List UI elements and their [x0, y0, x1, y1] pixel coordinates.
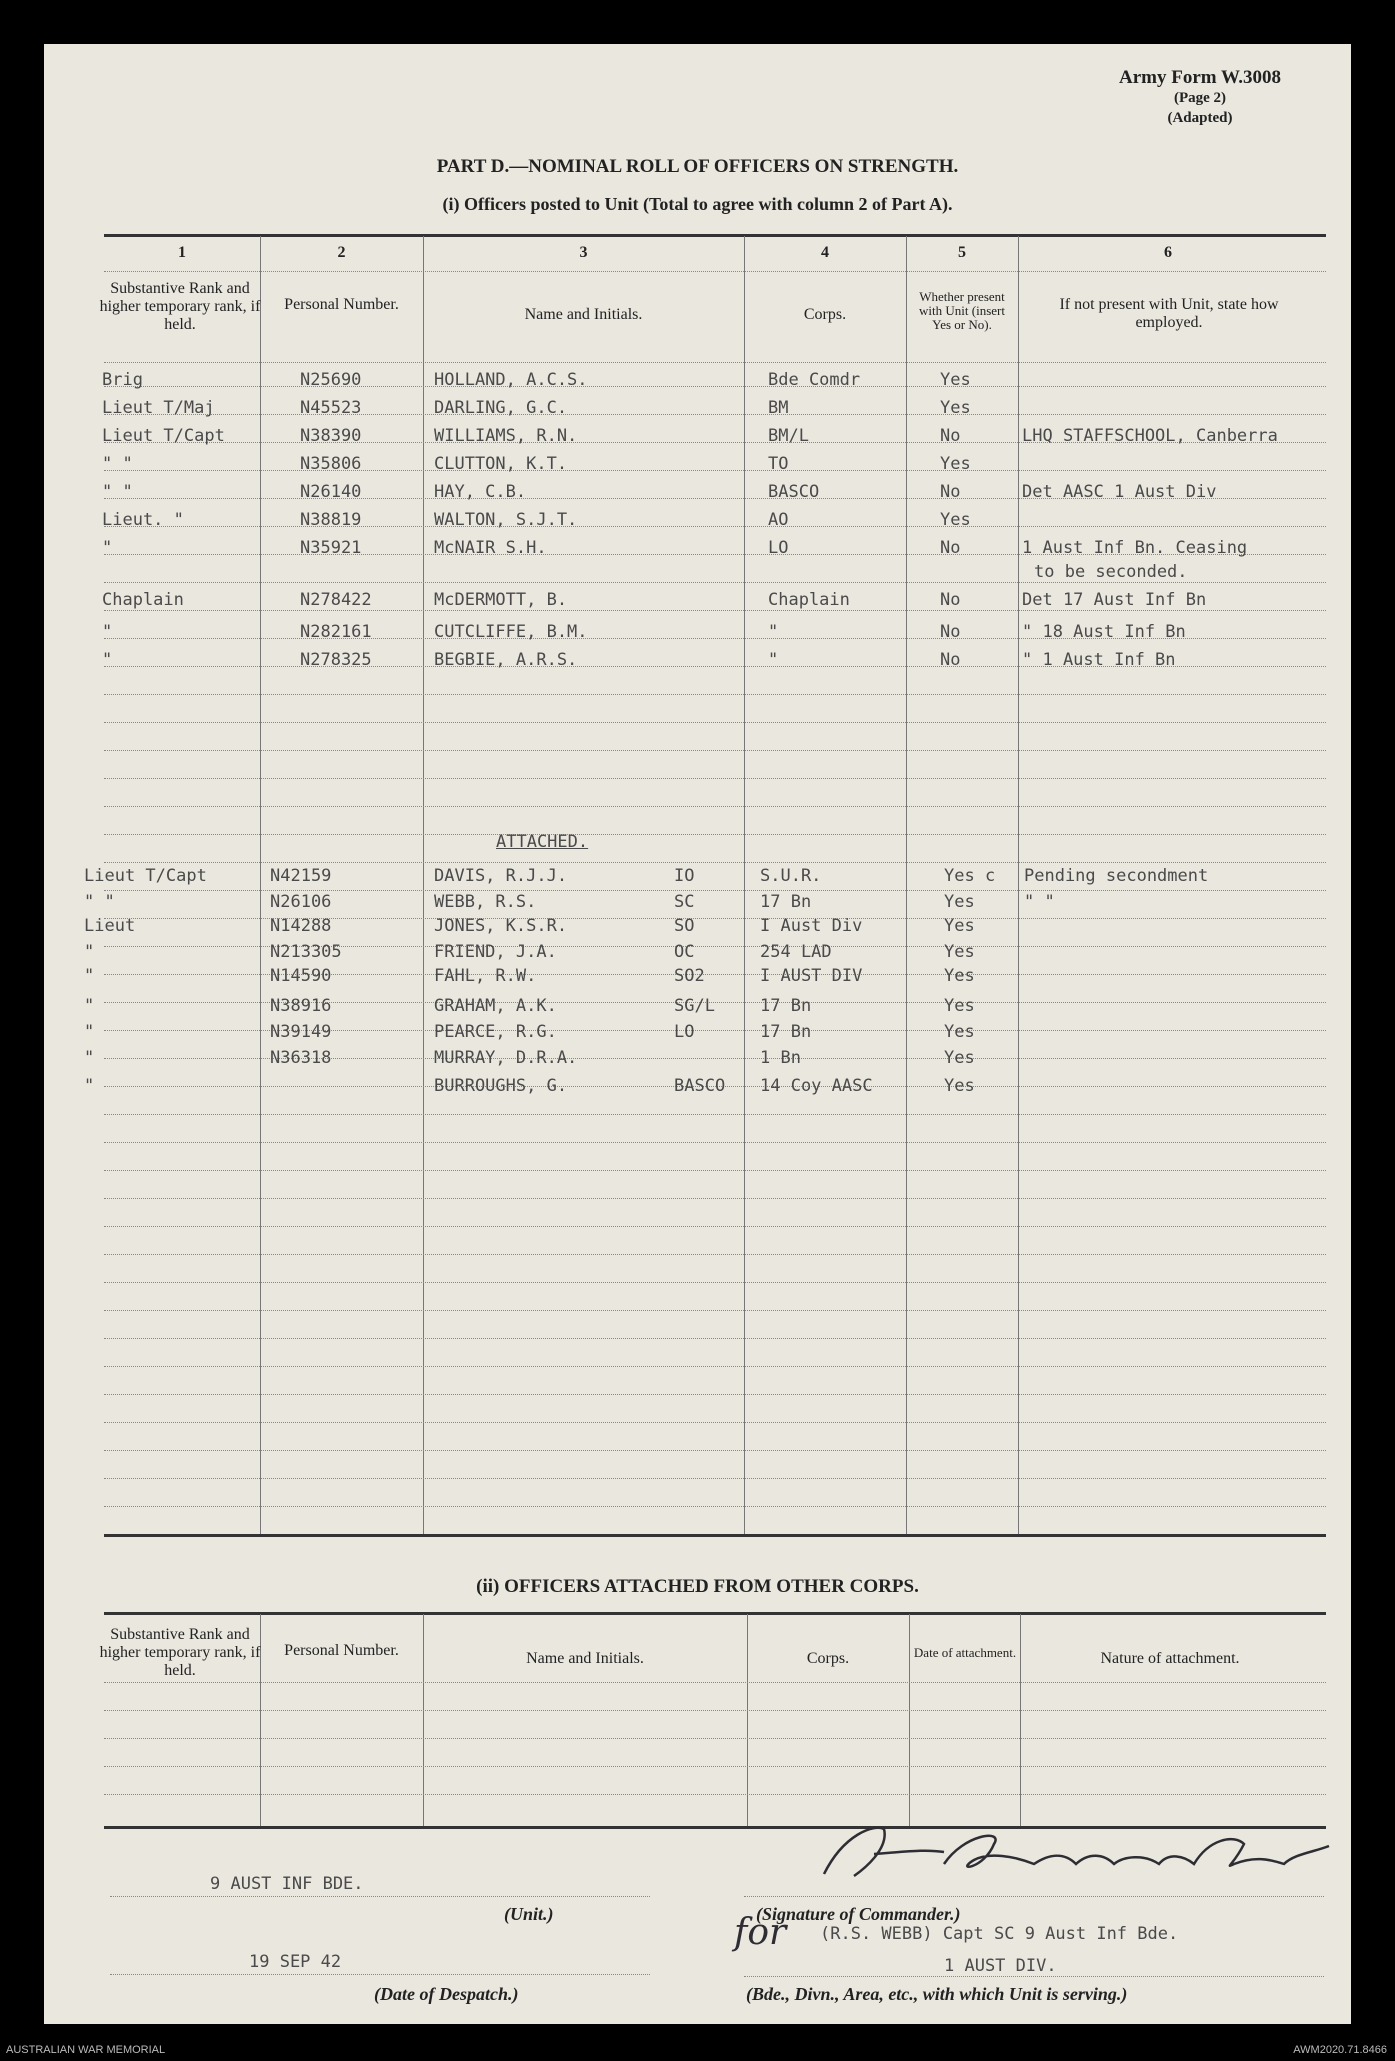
officer-present: No	[940, 622, 961, 642]
attached-corps: I Aust Div	[760, 916, 863, 936]
row-rule	[104, 722, 1326, 723]
row-rule	[104, 582, 1326, 583]
officer-rank: Chaplain	[102, 590, 184, 610]
attached-rank: Lieut	[84, 916, 136, 936]
officer-present: No	[940, 650, 961, 670]
ii-header-name: Name and Initials.	[526, 1650, 644, 1667]
row-rule	[104, 1478, 1326, 1479]
attached-name: PEARCE, R.G.	[434, 1022, 557, 1042]
attached-employment: " "	[1024, 892, 1055, 912]
officer-name: HOLLAND, A.C.S.	[434, 370, 588, 390]
officer-corps: LO	[768, 538, 789, 558]
officer-corps: Chaplain	[768, 590, 850, 610]
officer-corps: "	[768, 650, 779, 670]
row-rule	[104, 1338, 1326, 1339]
header-present: Whether present with Unit (insert Yes or No).	[919, 289, 1005, 332]
officer-corps: "	[768, 622, 779, 642]
col-divider-3	[744, 236, 745, 1534]
attached-name: DAVIS, R.J.J.	[434, 866, 568, 886]
officer-employment: Det AASC 1 Aust Div	[1022, 482, 1217, 502]
officer-name: DARLING, G.C.	[434, 398, 568, 418]
header-personal-number: Personal Number.	[284, 296, 399, 313]
for-signature: for	[734, 1912, 787, 1953]
officer-present: No	[940, 590, 961, 610]
ii-header-corps: Corps.	[806, 1650, 850, 1667]
attached-present: Yes	[944, 1022, 975, 1042]
officer-present: No	[940, 482, 961, 502]
officer-personal-number: N35806	[300, 454, 362, 474]
officer-personal-number: N26140	[300, 482, 362, 502]
attached-employment: Pending secondment	[1024, 866, 1209, 886]
attached-rank: "	[84, 1022, 95, 1042]
row-rule	[104, 1794, 1326, 1795]
col-divider-4	[906, 236, 907, 1534]
attached-rank: "	[84, 1076, 95, 1096]
archive-caption	[0, 2041, 1395, 2061]
attached-corps: 17 Bn	[760, 892, 812, 912]
attached-name: WEBB, R.S.	[434, 892, 537, 912]
officer-personal-number: N38819	[300, 510, 362, 530]
officer-employment: " 1 Aust Inf Bn	[1022, 650, 1176, 670]
attached-name: FRIEND, J.A.	[434, 942, 557, 962]
officer-rank: Lieut T/Maj	[102, 398, 215, 418]
col-divider-1	[260, 236, 261, 1534]
attached-role: SO	[674, 916, 695, 936]
formation-label: (Bde., Divn., Area, etc., with which Unit is serving.)	[746, 1984, 1128, 2004]
ii-header-personal-number: Personal Number.	[284, 1642, 399, 1659]
form-page-label: (Page 2)	[1173, 90, 1227, 106]
ii-header-date: Date of attachment.	[913, 1645, 1017, 1660]
officer-rank: Brig	[102, 370, 143, 390]
form-identifier	[1119, 68, 1281, 128]
row-rule	[104, 1422, 1326, 1423]
col-divider-5	[1018, 236, 1019, 1534]
officer-rank: Lieut T/Capt	[102, 426, 225, 446]
attached-present: Yes	[944, 1076, 975, 1096]
officer-present: No	[940, 426, 961, 446]
officer-name: WILLIAMS, R.N.	[434, 426, 578, 446]
col-number-rule	[104, 271, 1326, 272]
col-number-2: 2	[337, 244, 346, 261]
officer-present: No	[940, 538, 961, 558]
part-ii-title: (ii) OFFICERS ATTACHED FROM OTHER CORPS.	[476, 1576, 919, 1597]
row-rule	[104, 1254, 1326, 1255]
formation-line	[744, 1976, 1324, 1977]
row-rule	[104, 1450, 1326, 1451]
row-rule	[104, 1198, 1326, 1199]
row-rule	[104, 386, 1326, 387]
officer-rank: "	[102, 650, 113, 670]
officer-rank: Lieut. "	[102, 510, 184, 530]
attached-role: OC	[674, 942, 695, 962]
attached-corps: 14 Coy AASC	[760, 1076, 873, 1096]
col-number-6: 6	[1164, 244, 1172, 261]
part-d-title: PART D.—NOMINAL ROLL OF OFFICERS ON STRENGTH.	[436, 156, 959, 177]
attached-personal-number: N26106	[270, 892, 332, 912]
row-rule	[104, 1226, 1326, 1227]
officer-rank: "	[102, 622, 113, 642]
attached-corps: I AUST DIV	[760, 966, 863, 986]
row-rule	[104, 1766, 1326, 1767]
row-rule	[104, 414, 1326, 415]
table-ii-top-rule	[104, 1612, 1326, 1615]
despatch-date-label: (Date of Despatch.)	[374, 1984, 519, 2004]
officer-present: Yes	[940, 510, 971, 530]
attached-role: SO2	[674, 966, 705, 986]
row-rule	[104, 1394, 1326, 1395]
attached-name: JONES, K.S.R.	[434, 916, 568, 936]
col-number-4: 4	[821, 244, 829, 261]
form-note: (Adapted)	[1167, 110, 1233, 126]
form-page	[44, 44, 1351, 2024]
header-rank: Substantive Rank and higher temporary rank, if held.	[99, 280, 261, 333]
attached-corps: 254 LAD	[760, 942, 832, 962]
attached-role: LO	[674, 1022, 695, 1042]
col-number-3: 3	[579, 244, 588, 261]
attached-personal-number: N42159	[270, 866, 332, 886]
attached-role: BASCO	[674, 1076, 726, 1096]
attached-corps: S.U.R.	[760, 866, 822, 886]
row-rule	[104, 806, 1326, 807]
attached-rank: Lieut T/Capt	[84, 866, 207, 886]
attached-rank: "	[84, 1048, 95, 1068]
officer-personal-number: N38390	[300, 426, 362, 446]
attached-corps: 17 Bn	[760, 996, 812, 1016]
officer-name: McDERMOTT, B.	[434, 590, 568, 610]
attached-rank: "	[84, 996, 95, 1016]
row-rule	[104, 750, 1326, 751]
row-rule	[104, 1506, 1326, 1507]
officer-employment-continued: to be seconded.	[1034, 562, 1188, 582]
header-corps: Corps.	[803, 306, 847, 323]
attached-present: Yes	[944, 892, 975, 912]
attached-role: SC	[674, 892, 695, 912]
row-rule	[104, 862, 1326, 863]
officer-corps: BM/L	[768, 426, 809, 446]
officer-name: BEGBIE, A.R.S.	[434, 650, 578, 670]
despatch-date-value: 19 SEP 42	[249, 1952, 342, 1972]
header-name: Name and Initials.	[524, 306, 643, 323]
row-rule	[104, 1114, 1326, 1115]
officer-personal-number: N278325	[300, 650, 372, 670]
col-number-5: 5	[958, 244, 966, 261]
caption-accession: AWM2020.71.8466	[1293, 2044, 1387, 2056]
officer-employment: " 18 Aust Inf Bn	[1022, 622, 1186, 642]
officer-rank: " "	[102, 482, 133, 502]
officer-corps: BASCO	[768, 482, 820, 502]
officer-personal-number: N45523	[300, 398, 362, 418]
officer-rank: "	[102, 538, 113, 558]
row-rule	[104, 526, 1326, 527]
attached-present: Yes	[944, 966, 975, 986]
officer-present: Yes	[940, 454, 971, 474]
header-employed: If not present with Unit, state how employed.	[1059, 296, 1279, 331]
date-line	[110, 1974, 650, 1975]
officer-personal-number: N25690	[300, 370, 362, 390]
ii-header-rank: Substantive Rank and higher temporary rank, if held.	[99, 1626, 261, 1679]
header-bottom-rule	[104, 362, 1326, 363]
officer-corps: Bde Comdr	[768, 370, 861, 390]
col-number-1: 1	[178, 244, 186, 261]
attached-present: Yes c	[944, 866, 996, 886]
row-rule	[104, 834, 1326, 835]
attached-rank: "	[84, 942, 95, 962]
row-rule	[104, 1738, 1326, 1739]
attached-label: ATTACHED.	[496, 832, 589, 852]
col-divider-2	[423, 236, 424, 1534]
row-rule	[104, 1142, 1326, 1143]
officer-rank: " "	[102, 454, 133, 474]
officer-corps: BM	[768, 398, 789, 418]
row-rule	[104, 1682, 1326, 1683]
officer-present: Yes	[940, 398, 971, 418]
ii-header-nature: Nature of attachment.	[1100, 1650, 1240, 1667]
officer-name: HAY, C.B.	[434, 482, 527, 502]
officer-employment: LHQ STAFFSCHOOL, Canberra	[1022, 426, 1278, 446]
table-bottom-rule	[104, 1534, 1326, 1537]
officer-corps: TO	[768, 454, 789, 474]
unit-label: (Unit.)	[504, 1904, 554, 1924]
officer-corps: AO	[768, 510, 789, 530]
attached-personal-number: N39149	[270, 1022, 332, 1042]
signature-label: (Signature of Commander.)	[756, 1904, 961, 1924]
officer-personal-number: N282161	[300, 622, 372, 642]
attached-role: IO	[674, 866, 695, 886]
attached-present: Yes	[944, 996, 975, 1016]
row-rule	[104, 1366, 1326, 1367]
row-rule	[104, 1710, 1326, 1711]
row-rule	[104, 1282, 1326, 1283]
officer-personal-number: N35921	[300, 538, 362, 558]
table-top-rule	[104, 234, 1326, 237]
attached-present: Yes	[944, 1048, 975, 1068]
row-rule	[104, 890, 1326, 891]
attached-present: Yes	[944, 916, 975, 936]
attached-personal-number: N38916	[270, 996, 332, 1016]
row-rule	[104, 778, 1326, 779]
officer-present: Yes	[940, 370, 971, 390]
attached-name: BURROUGHS, G.	[434, 1076, 568, 1096]
attached-corps: 1 Bn	[760, 1048, 801, 1068]
attached-personal-number: N213305	[270, 942, 342, 962]
attached-name: MURRAY, D.R.A.	[434, 1048, 578, 1068]
attached-personal-number: N14590	[270, 966, 332, 986]
commander-name: (R.S. WEBB) Capt SC 9 Aust Inf Bde.	[820, 1924, 1179, 1944]
attached-rank: " "	[84, 892, 115, 912]
row-rule	[104, 610, 1326, 611]
attached-personal-number: N36318	[270, 1048, 332, 1068]
row-rule	[104, 470, 1326, 471]
officer-name: McNAIR S.H.	[434, 538, 547, 558]
row-rule	[104, 1170, 1326, 1171]
row-rule	[104, 1310, 1326, 1311]
caption-source: AUSTRALIAN WAR MEMORIAL	[6, 2044, 166, 2056]
unit-line	[110, 1896, 650, 1897]
attached-name: FAHL, R.W.	[434, 966, 537, 986]
officer-employment: Det 17 Aust Inf Bn	[1022, 590, 1207, 610]
officer-personal-number: N278422	[300, 590, 372, 610]
officer-name: CLUTTON, K.T.	[434, 454, 568, 474]
officer-employment: 1 Aust Inf Bn. Ceasing	[1022, 538, 1248, 558]
attached-corps: 17 Bn	[760, 1022, 812, 1042]
formation-value: 1 AUST DIV.	[944, 1956, 1057, 1976]
signature-line	[744, 1896, 1324, 1897]
commander-signature	[814, 1814, 1354, 1894]
attached-rank: "	[84, 966, 95, 986]
officer-name: WALTON, S.J.T.	[434, 510, 578, 530]
attached-role: SG/L	[674, 996, 715, 1016]
attached-name: GRAHAM, A.K.	[434, 996, 557, 1016]
attached-personal-number: N14288	[270, 916, 332, 936]
part-d-subtitle: (i) Officers posted to Unit (Total to agree with column 2 of Part A).	[442, 194, 953, 214]
row-rule	[104, 694, 1326, 695]
officer-name: CUTCLIFFE, B.M.	[434, 622, 588, 642]
form-title: Army Form W.3008	[1118, 67, 1281, 88]
unit-value: 9 AUST INF BDE.	[210, 1874, 364, 1894]
attached-present: Yes	[944, 942, 975, 962]
